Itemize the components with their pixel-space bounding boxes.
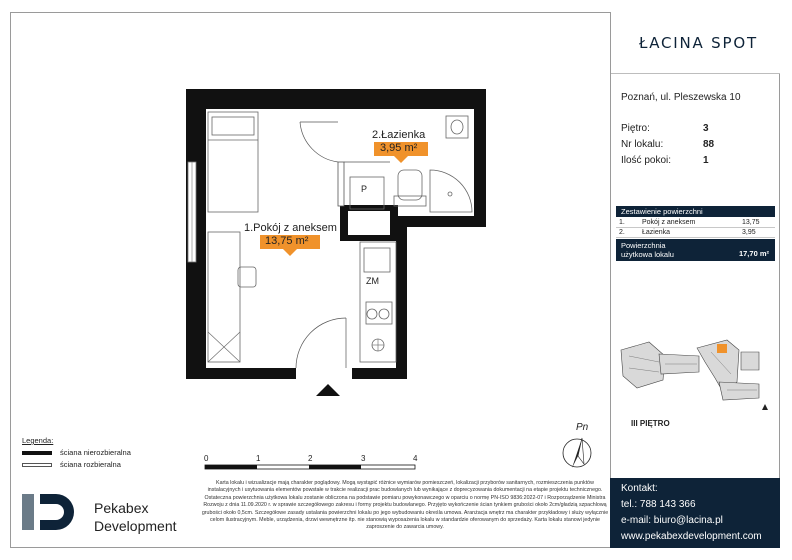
legend-removable-text: ściana rozbieralna [60, 460, 121, 469]
summary-row-no: 1. [619, 219, 625, 226]
summary-total-label-2: użytkowa lokalu [621, 250, 674, 259]
info-value-unit: 88 [703, 139, 715, 150]
summary-row-no: 2. [619, 229, 625, 236]
bed [208, 112, 258, 212]
summary-total [616, 239, 775, 261]
info-label-unit: Nr lokalu: [621, 139, 664, 150]
key-plan [619, 322, 774, 422]
summary-total-value: 17,70 m² [738, 249, 769, 258]
bearing-wall-swatch [22, 451, 52, 455]
north-label: Pn [576, 422, 589, 433]
info-label-floor: Piętro: [621, 123, 650, 134]
brand-logo: ŁACINA SPOT [639, 34, 758, 52]
p-label: P [361, 184, 368, 194]
bearing-walls [186, 89, 486, 379]
legend-bearing-text: ściana nierozbieralna [60, 448, 131, 457]
info-value-floor: 3 [703, 123, 709, 134]
pekabex-logo-icon [18, 490, 82, 534]
shaft-void [348, 211, 390, 235]
room1-label: 1.Pokój z aneksem [244, 222, 337, 234]
scale-tick-1: 1 [256, 454, 261, 463]
room2-area: 3,95 m² [380, 142, 418, 154]
room1-area-pointer [283, 249, 297, 256]
developer-name-2: Development [94, 518, 177, 534]
summary-row-area: 3,95 [742, 229, 756, 236]
room2-label: 2.Łazienka [372, 129, 426, 141]
entrance-door [296, 318, 346, 368]
chair [238, 267, 256, 287]
unit-highlight [717, 344, 727, 353]
partition-wall [338, 162, 344, 206]
bathroom-door [300, 122, 338, 162]
contact-phone[interactable]: tel.: 788 143 366 [621, 499, 696, 510]
brand-header [611, 12, 780, 74]
info-panel [610, 12, 780, 478]
developer-name-1: Pekabex [94, 500, 149, 516]
compass-icon [560, 434, 594, 472]
entrance-marker [316, 384, 340, 396]
summary-total-label-1: Powierzchnia [621, 241, 666, 250]
room2-area-pointer [394, 156, 408, 163]
wardrobe [208, 232, 240, 362]
floor-plan [10, 12, 610, 478]
summary-row-name: Łazienka [642, 229, 671, 236]
scale-tick-4: 4 [413, 454, 418, 463]
summary-row-name: Pokój z aneksem [642, 219, 696, 226]
contact-title: Kontakt: [621, 483, 658, 494]
address: Poznań, ul. Pleszewska 10 [621, 92, 741, 103]
zm-label: ZM [366, 276, 379, 286]
info-label-rooms: Ilość pokoi: [621, 155, 672, 166]
room2-area-badge [374, 142, 428, 156]
summary-title: Zestawienie powierzchni [616, 206, 775, 217]
summary-row-area: 13,75 [742, 219, 760, 226]
legend [22, 436, 131, 469]
scale-bar-graphic [204, 464, 418, 470]
scale-tick-2: 2 [308, 454, 313, 463]
disclaimer: Karta lokalu i wizualizacje mają charakter poglądowy. Mogą wystąpić różnice wymiarów pomieszczeń, lokalizacji przyborów sanitarnych, rozmieszczenia punktów instalacyjnych i usytuowania elementów powstałe w trakcie realizacji prac budowlanych lub wynikające z doprecyzowania dokumentacji na etapie projektu technicznego. Ostateczna powierzchnia użytkowa lokalu zostanie obliczona na podstawie pomiaru powykonawczego w oparciu o normę PN-ISO 9836:2022-07 i Rozporządzenie Ministra Rozwoju z dnia 11.09.2020 r. w sprawie szczegółowego zakresu i formy projektu budowlanego. Przyjęto wykończenie ścian tynkiem grubości około 2cm/gładzią szpachlową grubości około 0,5cm. Szczegółowe zasady ustalania powierzchni lokalu po jego wybudowaniu określa umowa. Aranżacja wnętrz ma charakter przykładowy i służy wyłącznie celom ilustracyjnym. Meble, urządzenia, drzwi wewnętrzne itp. nie stanowią wyposażenia lokalu w standardzie oferowanym do sprzedaży. Karta lokalu stanowi jedynie zaproszenie do zawarcia umowy. [201, 480, 609, 531]
north-arrow [560, 422, 594, 472]
room1-area: 13,75 m² [265, 235, 309, 247]
floor-label: III PIĘTRO [631, 419, 670, 428]
scale-tick-0: 0 [204, 454, 209, 463]
summary-row [616, 228, 775, 238]
removable-wall-swatch [22, 463, 52, 467]
contact-box [610, 478, 780, 548]
info-value-rooms: 1 [703, 155, 709, 166]
room1-area-badge [260, 235, 320, 249]
contact-email[interactable]: e-mail: biuro@lacina.pl [621, 515, 723, 526]
scale-tick-3: 3 [361, 454, 366, 463]
summary-row [616, 218, 775, 228]
scale-bar [204, 454, 418, 468]
legend-title: Legenda: [22, 436, 54, 445]
contact-website[interactable]: www.pekabexdevelopment.com [621, 531, 762, 542]
